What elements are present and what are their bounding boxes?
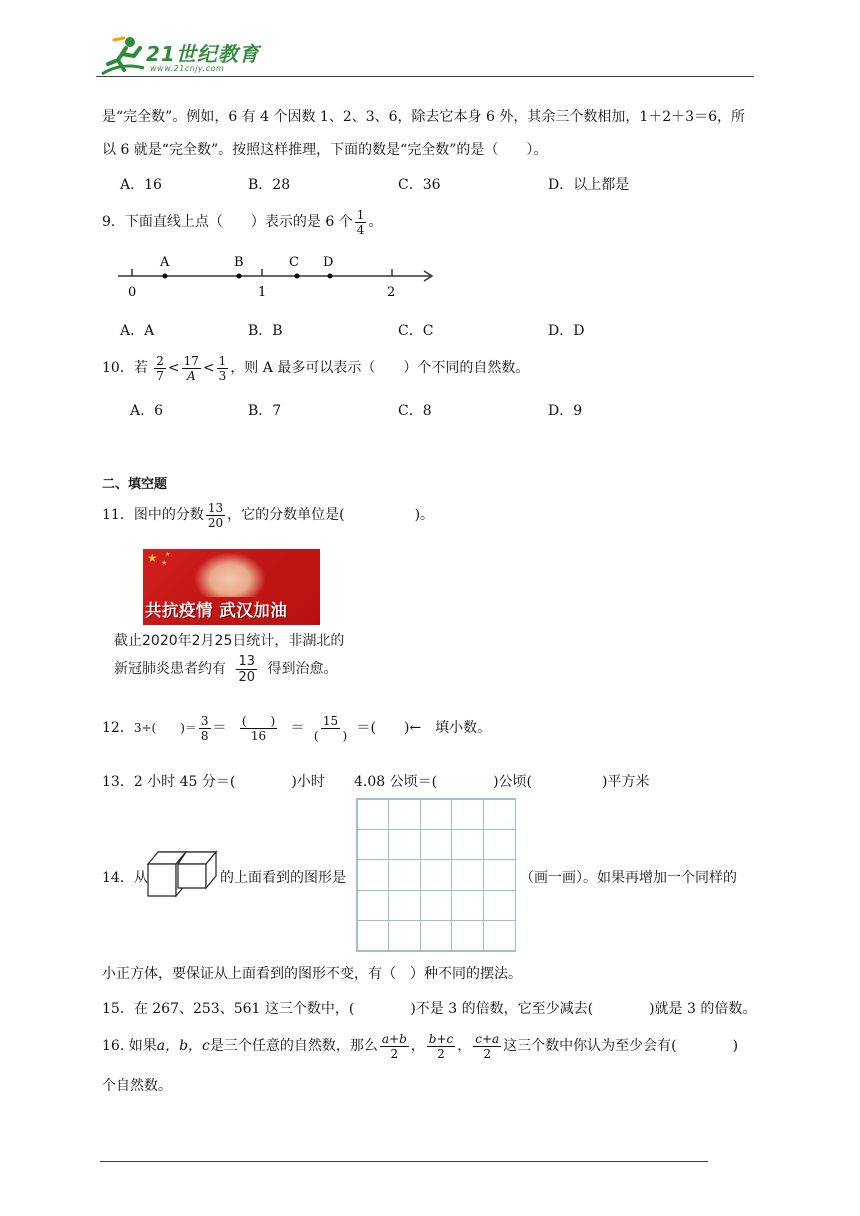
- q10-f2-num: 17: [183, 353, 199, 368]
- q12-part1: 3÷( )＝: [133, 721, 197, 735]
- q11-caption-line1: 截止2020年2月25日统计，非湖北的: [114, 633, 345, 649]
- q12-f1-den: 8: [200, 728, 209, 743]
- q12-stem: [102, 708, 491, 748]
- q8-line1: 是“完全数”。例如，6 有 4 个因数 1、2、3、6，除去它本身 6 外，其余三个数相加，1＋2＋3＝6，所: [102, 109, 745, 125]
- q16-frac-2: [427, 1033, 455, 1060]
- tick-label-1: 1: [258, 285, 267, 300]
- q16-frac-3: [473, 1033, 501, 1060]
- q11-caption-fraction: [236, 655, 257, 684]
- point-c: [295, 274, 300, 279]
- q16-prefix: 16. 如果: [102, 1038, 157, 1054]
- q9-fraction: [355, 209, 367, 236]
- q11-frac-num: 13: [207, 500, 224, 515]
- q12-eq-1: ＝: [212, 720, 227, 736]
- q11-caption-prefix: 新冠肺炎患者约有: [114, 661, 226, 677]
- point-label-a: A: [160, 255, 170, 270]
- point-label-b: B: [234, 255, 244, 270]
- q10-frac-3: [217, 355, 229, 382]
- q11-caption-frac-num: 13: [238, 653, 255, 669]
- q16-suffix: 这三个数中你认为至少会有( ): [503, 1038, 739, 1054]
- q10-option-c: C．8: [398, 403, 432, 419]
- q16-f1-den: 2: [390, 1046, 399, 1061]
- q11-poster-image: [143, 549, 320, 625]
- q12-frac-1: [199, 715, 211, 742]
- logo-text: 21世纪教育: [146, 42, 260, 66]
- q10-option-b: B．7: [248, 403, 282, 419]
- q12-eq-2: ＝: [290, 720, 305, 736]
- section-title-fill-in: 二、填空题: [102, 477, 168, 492]
- q12-f3-den: ( ): [313, 728, 348, 743]
- cube-front-left: [148, 864, 176, 896]
- q10-f3-den: 3: [218, 368, 227, 383]
- logo-url: www.21cnjy.com: [150, 64, 225, 73]
- q9-stem: [102, 207, 382, 237]
- q12-f2-num: ( ): [241, 713, 276, 728]
- number-line: [114, 248, 440, 304]
- q10-suffix: ，则 A 最多可以表示（ ）个不同的自然数。: [230, 360, 530, 376]
- q9-option-c: C．C: [398, 323, 434, 339]
- cube-figure: [144, 850, 220, 900]
- q16-stem: 16. 如果a，b，c是三个任意的自然数，那么 $\frac{a+b}{2}$ ， $\frac{b+c}{2}$ ， $\frac{c+a}{2}$ 这三个数中你认为至少会有( ): [102, 1031, 739, 1061]
- q12-end: ( )← 填小数。: [370, 720, 492, 736]
- q14-suffix: （画一画）。如果再增加一个同样的: [520, 870, 737, 886]
- q15-text: 15．在 267、253、561 这三个数中，( )不是 3 的倍数，它至少减去( )就是 3 的倍数。: [102, 1001, 757, 1017]
- footer-divider: [100, 1161, 708, 1162]
- q9-frac-den: 4: [356, 222, 365, 237]
- q10-f1-num: 2: [156, 353, 164, 368]
- q9-suffix: 。: [368, 214, 383, 230]
- q10-lt-1: <: [167, 360, 180, 376]
- header-divider: [96, 76, 754, 77]
- q10-lt-2: <: [202, 360, 215, 376]
- cube-front-right: [178, 864, 206, 888]
- q16-f3-den: 2: [483, 1046, 492, 1061]
- q14-middle: 的上面看到的图形是: [220, 870, 346, 886]
- q12-frac-3: [307, 715, 355, 742]
- q8-option-a: A．16: [120, 177, 162, 193]
- q10-stem: [102, 350, 529, 386]
- q10-option-d: D．9: [548, 403, 583, 419]
- star-icon: ★: [147, 551, 158, 565]
- q16-line2: 个自然数。: [102, 1078, 172, 1094]
- point-a: [163, 274, 168, 279]
- q11-fraction: [206, 502, 225, 529]
- q14-line2: 小正方体，要保证从上面看到的图形不变，有（ ）种不同的摆法。: [102, 966, 522, 982]
- q11-suffix: ，它的分数单位是( )。: [227, 507, 435, 523]
- q9-option-a: A．A: [120, 323, 155, 339]
- q10-frac-2: [182, 355, 201, 382]
- q16-frac-1: [380, 1033, 409, 1060]
- q16-vars: a，b，c: [156, 1038, 210, 1054]
- q16-f2-num: b+c: [428, 1031, 454, 1046]
- star-icon: ★: [161, 559, 168, 567]
- q8-option-b: B．28: [248, 177, 291, 193]
- q8-option-c: C．36: [398, 177, 441, 193]
- q11-prefix: 11．图中的分数: [102, 507, 204, 523]
- hands-graphic: [195, 553, 265, 597]
- point-label-d: D: [323, 255, 334, 270]
- q13-part2: 4.08 公顷＝( )公顷( )平方米: [354, 774, 650, 790]
- q11-caption-frac-den: 20: [238, 669, 255, 685]
- q16-f1-num: a+b: [381, 1031, 407, 1046]
- q12-f1-num: 3: [200, 713, 209, 728]
- q12-eq-3: ＝: [356, 720, 371, 736]
- q12-frac-2: [229, 715, 289, 742]
- q11-stem: [102, 496, 434, 534]
- tick-label-0: 0: [128, 285, 137, 300]
- q12-f3-num: 15: [322, 713, 339, 728]
- poster-slogan: 共抗疫情 武汉加油: [145, 601, 288, 620]
- tick-label-2: 2: [387, 285, 396, 300]
- q16-f3-num: c+a: [475, 1031, 500, 1046]
- point-d: [328, 274, 333, 279]
- q11-caption-suffix: 得到治愈。: [267, 661, 338, 677]
- q9-option-d: D．D: [548, 323, 585, 339]
- point-label-c: C: [289, 255, 299, 270]
- q10-f3-num: 1: [218, 353, 227, 368]
- q8-line2: 以 6 就是“完全数”。按照这样推理，下面的数是“完全数”的是（ ）。: [102, 142, 548, 158]
- q8-option-d: D．以上都是: [548, 177, 630, 193]
- q12-number: 12．: [102, 720, 134, 736]
- q9-option-b: B．B: [248, 323, 283, 339]
- q12-f2-den: 16: [250, 728, 267, 743]
- q10-f2-den: A: [186, 368, 196, 383]
- q9-prefix: 9．下面直线上点（ ）表示的是 6 个: [102, 214, 353, 230]
- q10-f1-den: 7: [156, 368, 164, 383]
- q16-f2-den: 2: [437, 1046, 445, 1061]
- q11-frac-den: 20: [207, 515, 224, 530]
- q14-prefix: 14．从: [102, 870, 148, 886]
- q11-caption-line2: [114, 651, 337, 687]
- q13-part1: 13．2 小时 45 分＝( )小时: [102, 774, 325, 790]
- q10-frac-1: [154, 355, 166, 382]
- q10-option-a: A．6: [130, 403, 164, 419]
- q10-prefix: 10．若: [102, 360, 148, 376]
- drawing-grid[interactable]: [356, 798, 516, 952]
- q16-mid: 是三个任意的自然数，那么: [209, 1038, 378, 1054]
- star-icon: ★: [165, 551, 171, 558]
- q9-frac-num: 1: [356, 207, 365, 222]
- point-b: [237, 274, 242, 279]
